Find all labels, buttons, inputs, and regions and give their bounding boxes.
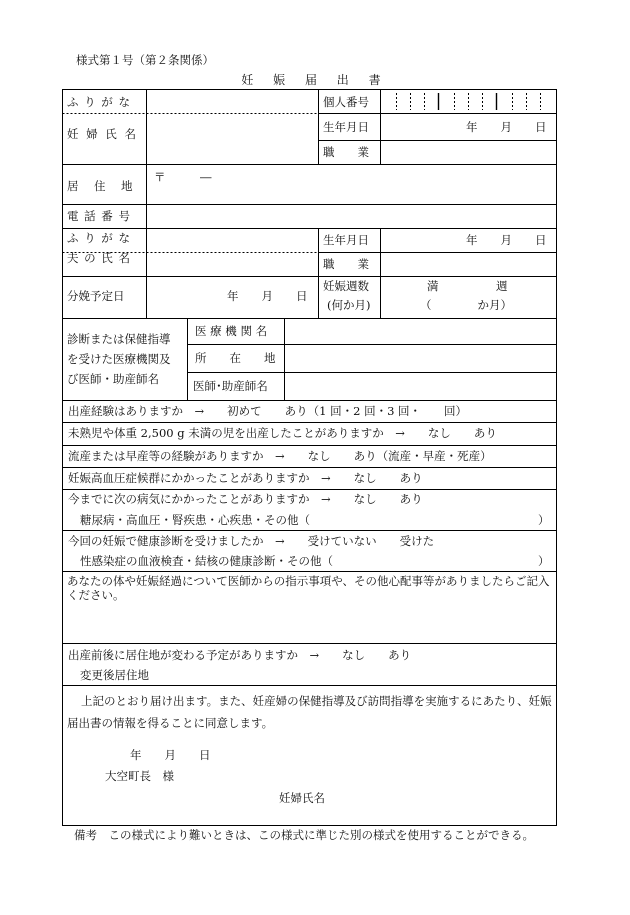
applicant-job-label: 職 業 bbox=[323, 145, 369, 159]
address-label: 居 住 地 bbox=[67, 179, 135, 193]
gestational-months-value: （ か月） bbox=[420, 298, 512, 312]
phone-label: 電 話 番 号 bbox=[67, 209, 131, 223]
husband-name-label: 夫 の 氏 名 bbox=[67, 251, 131, 265]
question-health-check: 今回の妊娠で健康診断を受けましたか → 受けていない 受けた bbox=[68, 534, 435, 548]
gestational-weeks-label: 妊娠週数 bbox=[323, 279, 369, 293]
new-address-label: 変更後居住地 bbox=[80, 668, 149, 682]
due-date-label: 分娩予定日 bbox=[67, 289, 125, 303]
husband-birth-value: 年 月 日 bbox=[466, 233, 547, 247]
question-past-illness-close: ） bbox=[538, 513, 550, 527]
form-number: 様式第１号（第２条関係） bbox=[76, 53, 214, 67]
gestational-weeks-value: 満 週 bbox=[427, 279, 508, 293]
question-address-change: 出産前後に居住地が変わる予定がありますか → なし あり bbox=[68, 648, 412, 662]
applicant-furigana-label: ふ り が な bbox=[67, 95, 131, 109]
husband-furigana-label: ふ り が な bbox=[67, 231, 131, 245]
clinic-label-line2: を受けた医療機関及 bbox=[67, 352, 171, 366]
institution-name-label: 医 療 機 関 名 bbox=[195, 324, 268, 338]
question-health-check-close: ） bbox=[538, 554, 550, 568]
institution-address-label: 所 在 地 bbox=[195, 351, 276, 365]
question-past-illness: 今までに次の病気にかかったことがありますか → なし あり bbox=[68, 492, 423, 506]
doctor-name-label: 医師･助産師名 bbox=[193, 379, 268, 393]
clinic-label-line1: 診断または保健指導 bbox=[67, 332, 171, 346]
question-premature-birth: 未熟児や体重 2,500 g 未満の児を出産したことがありますか → なし あり bbox=[68, 426, 497, 440]
husband-job-label: 職 業 bbox=[323, 257, 369, 271]
declaration-addressee: 大空町長 様 bbox=[105, 769, 174, 783]
declaration-date: 年 月 日 bbox=[130, 748, 211, 762]
address-postal-value: 〒 ― bbox=[154, 170, 212, 184]
applicant-name-label: 妊 婦 氏 名 bbox=[67, 127, 138, 141]
due-date-value: 年 月 日 bbox=[227, 289, 308, 303]
personal-number-label: 個人番号 bbox=[323, 95, 369, 109]
form-title: 妊 娠 届 出 書 bbox=[241, 73, 389, 87]
gestational-months-label: (何か月) bbox=[327, 298, 371, 312]
signer-name-label: 妊婦氏名 bbox=[279, 791, 325, 805]
question-past-illness-list: 糖尿病・高血圧・腎疾患・心疾患・その他（ bbox=[80, 513, 310, 527]
doctor-instructions-prompt: あなたの体や妊娠経過について医師からの指示事項や、その他心配事等がありましたらご記入ください。 bbox=[67, 574, 550, 602]
applicant-birth-value: 年 月 日 bbox=[466, 120, 547, 134]
clinic-label-line3: び医師・助産師名 bbox=[67, 372, 159, 386]
question-hypertension: 妊娠高血圧症候群にかかったことがありますか → なし あり bbox=[68, 471, 423, 485]
husband-birth-label: 生年月日 bbox=[323, 233, 369, 247]
question-miscarriage: 流産または早産等の経験がありますか → なし あり（流産・早産・死産） bbox=[68, 449, 492, 463]
consent-statement: 上記のとおり届け出ます。また、妊産婦の保健指導及び訪問指導を実施するにあたり、妊娠届出書の情報を得ることに同意します。 bbox=[67, 694, 552, 730]
applicant-birth-label: 生年月日 bbox=[323, 120, 369, 134]
question-birth-experience: 出産経験はありますか → 初めて あり（1 回・2 回・3 回・ 回） bbox=[68, 404, 468, 418]
remarks-note: 備考 この様式により難いときは、この様式に準じた別の様式を使用することができる。 bbox=[74, 828, 534, 842]
question-health-check-list: 性感染症の血液検査・結核の健康診断・その他（ bbox=[80, 554, 333, 568]
